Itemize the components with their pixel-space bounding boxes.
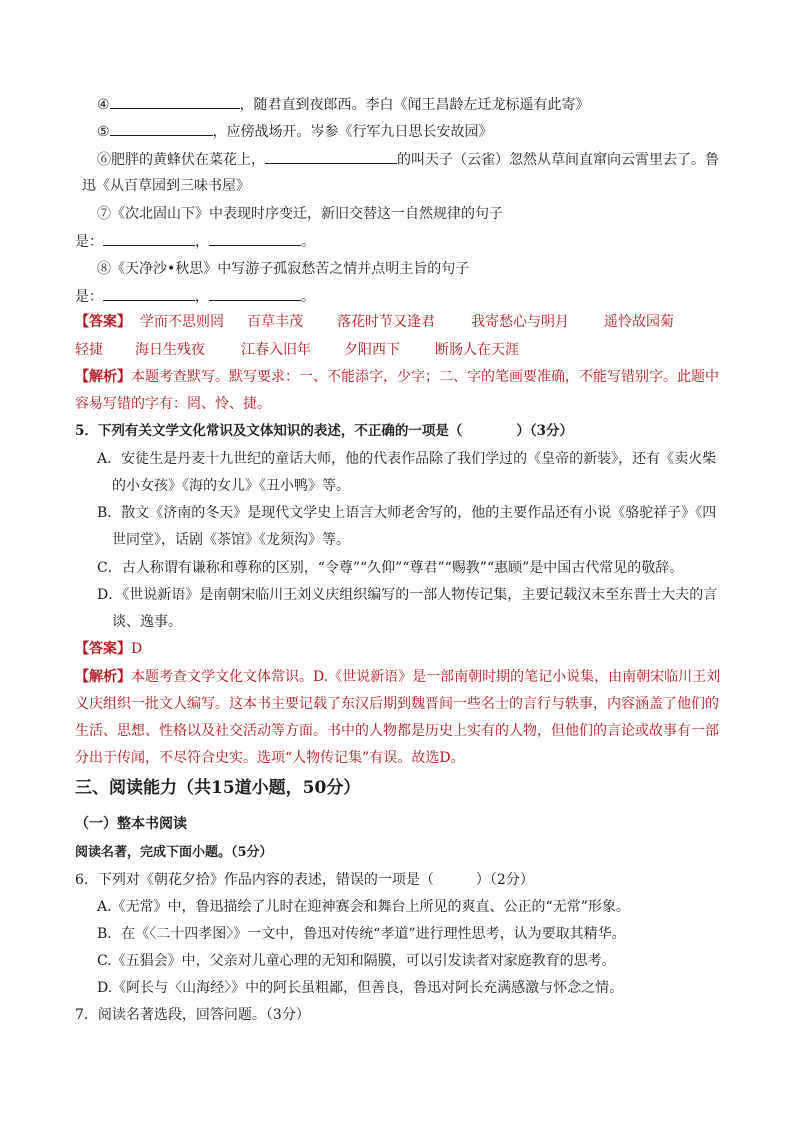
analysis-2-line-1 — [75, 667, 720, 687]
option-d[interactable]: D．《世说新语》是南朝宋临川王刘义庆组织编写的一部人物传记集，主要记载汉末至东晋士大夫的言 — [97, 587, 718, 603]
analysis-1-line-2: 容易写错的字有：罔、怜、捷。 — [75, 396, 271, 412]
answer-blank[interactable] — [110, 121, 213, 136]
punct: 。 — [301, 234, 315, 250]
item-text: ，应傍战场开。岑参《行军九日思长安故园》 — [212, 124, 493, 140]
answer-blank[interactable] — [209, 286, 301, 301]
fill-item-8-answer — [75, 286, 315, 307]
item-number: ④ — [97, 97, 110, 113]
option-c[interactable]: C．古人称谓有谦称和尊称的区别，“令尊”“久仰”“尊君”“赐教”“惠顾”是中国古代常见的敬辞。 — [97, 560, 684, 576]
fill-item-7-question: ⑦《次北固山下》中表现时序变迁，新旧交替这一自然规律的句子 — [97, 206, 503, 222]
option-d[interactable]: D.《阿长与〈山海经〉》中的阿长虽粗鄙，但善良，鲁迅对阿长充满感激与怀念之情。 — [97, 980, 624, 996]
item-text: 的叫天子（云雀）忽然从草间直窜向云霄里去了。鲁 — [397, 152, 719, 168]
option-c[interactable]: C.《五猖会》中，父亲对儿童心理的无知和隔膜，可以引发读者对家庭教育的思考。 — [97, 953, 616, 969]
option-d-cont: 谈、逸事。 — [112, 614, 182, 630]
question-6-stem: 6．下列对《朝花夕拾》作品内容的表述，错误的一项是（ ）（2分） — [75, 872, 534, 888]
fill-item-8-question: ⑧《天净沙•秋思》中写游子孤寂愁苦之情并点明主旨的句子 — [97, 261, 470, 277]
answer-item: 我寄愁心与明月 — [471, 314, 569, 330]
option-b[interactable]: B．散文《济南的冬天》是现代文学史上语言大师老舍写的，他的主要作品还有小说《骆驼祥子》《四 — [97, 505, 717, 521]
answer-item: 夕阳西下 — [344, 342, 400, 358]
punct: ， — [195, 234, 209, 250]
item-number: ⑤ — [97, 124, 110, 140]
answer-item: 断肠人在天涯 — [435, 342, 519, 358]
answer-blank[interactable] — [110, 94, 240, 109]
answer-blank[interactable] — [265, 149, 397, 164]
answer-2 — [75, 639, 142, 659]
analysis-2-line-4: 分出于传闻，不尽符合史实。选项“人物传记集”有误。故选D。 — [75, 750, 465, 766]
answer-blank[interactable] — [103, 231, 195, 246]
analysis-1-line-1 — [75, 367, 719, 387]
analysis-text: 本题考查默写。默写要求：一、不能添字，少字；二、字的笔画要准确，不能写错别字。此题中 — [131, 369, 719, 385]
answer-item: 学而不思则罔 — [140, 314, 224, 330]
punct: ， — [195, 289, 209, 305]
fill-item-5 — [97, 121, 493, 142]
fill-item-6 — [97, 149, 719, 170]
analysis-2-line-3: 生活、思想、性格以及社交活动等方面。书中的人物都是历史上实有的人物，但他们的言论或故事有一部 — [75, 723, 719, 739]
answer-item: 遥怜故园菊 — [604, 314, 674, 330]
answer-item: 轻捷 — [75, 342, 103, 358]
item-text: ⑥肥胖的黄蜂伏在菜花上， — [97, 152, 265, 168]
answer-blank[interactable] — [103, 286, 195, 301]
item-text: 是： — [75, 289, 103, 305]
fill-item-7-answer — [75, 231, 315, 252]
answer-item: 海日生残夜 — [135, 342, 205, 358]
answer-blank[interactable] — [209, 231, 301, 246]
option-a[interactable]: A．安徒生是丹麦十九世纪的童话大师，他的代表作品除了我们学过的《皇帝的新装》，还有《卖火柴 — [97, 451, 717, 467]
answer-label: 【答案】 — [75, 641, 131, 657]
section-heading: 三、阅读能力（共15道小题，50分） — [75, 778, 361, 798]
question-5-stem: 5．下列有关文学文化常识及文体知识的表述，不正确的一项是（ ）（3分） — [75, 423, 574, 439]
option-a[interactable]: A.《无常》中，鲁迅描绘了儿时在迎神赛会和舞台上所见的爽直、公正的“无常”形象。 — [97, 899, 630, 915]
analysis-label: 【解析】 — [75, 369, 131, 385]
answer-item: 百草丰茂 — [247, 314, 303, 330]
item-text-cont: 迅《从百草园到三味书屋》 — [82, 178, 250, 194]
fill-item-4 — [97, 94, 590, 115]
option-b-cont: 世同堂》，话剧《茶馆》《龙须沟》等。 — [112, 532, 350, 548]
option-b[interactable]: B．在《〈二十四孝图〉》一文中，鲁迅对传统“孝道”进行理性思考，认为要取其精华。 — [97, 926, 626, 942]
answer-row-1 — [75, 312, 131, 332]
item-text: ，随君直到夜郎西。李白《闻王昌龄左迁龙标遥有此寄》 — [239, 97, 590, 113]
punct: 。 — [301, 289, 315, 305]
answer-label: 【答案】 — [75, 314, 131, 330]
subsection-heading: （一）整本书阅读 — [75, 816, 187, 832]
answer-item: 江春入旧年 — [241, 342, 311, 358]
analysis-2-line-2: 义庆组织一批文人编写。这本书主要记载了东汉后期到魏晋间一些名士的言行与轶事，内容涵盖了他们的 — [75, 696, 719, 712]
item-text: 是： — [75, 234, 103, 250]
question-7-stem: 7．阅读名著选段，回答问题。（3分） — [75, 1007, 310, 1023]
option-a-cont: 的小女孩》《海的女儿》《丑小鸭》等。 — [112, 478, 350, 494]
answer-item: 落花时节又逢君 — [337, 314, 435, 330]
analysis-text: 本题考查文学文化文体常识。D.《世说新语》是一部南朝时期的笔记小说集，由南朝宋临川王刘 — [131, 669, 721, 685]
answer-value: D — [131, 641, 143, 657]
analysis-label: 【解析】 — [75, 669, 131, 685]
reading-intro: 阅读名著，完成下面小题。（5分） — [75, 845, 273, 860]
